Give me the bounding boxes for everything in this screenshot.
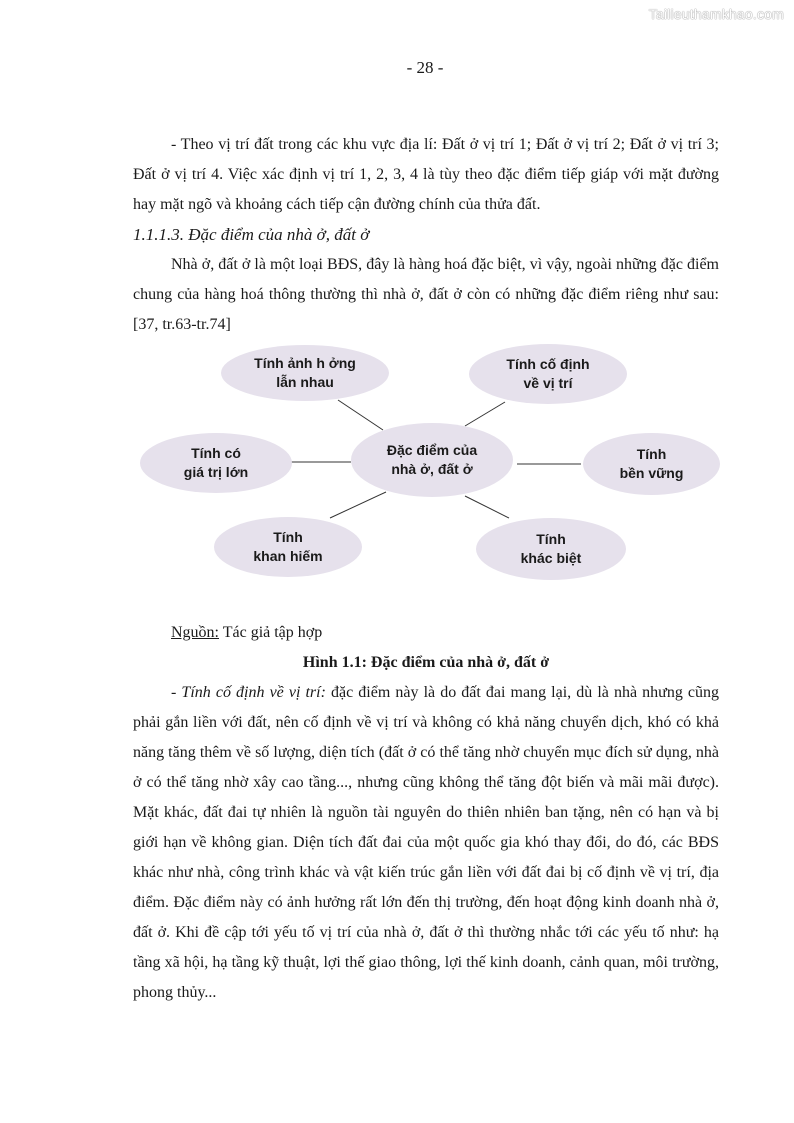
document-body <box>133 130 719 1008</box>
characteristics-diagram <box>133 344 719 612</box>
section-heading: 1.1.1.3. Đặc điểm của nhà ở, đất ở <box>133 225 370 244</box>
connector-line-bottom-right <box>465 496 509 518</box>
watermark: Tailieuthamkhao.com <box>648 6 784 22</box>
node-scarcity: Tính khan hiếm <box>214 517 362 577</box>
connector-line-top-left <box>338 400 383 430</box>
node-fixed-location: Tính cố định về vị trí <box>469 344 627 404</box>
connector-line-bottom-left <box>330 492 386 518</box>
node-high-value: Tính có giá trị lớn <box>140 433 292 493</box>
source-label: Nguồn: <box>171 624 219 641</box>
node-center: Đặc điểm của nhà ở, đất ở <box>351 423 513 497</box>
node-durable: Tính bền vững <box>583 433 720 495</box>
figure-source <box>133 618 719 648</box>
source-text: Tác giả tập hợp <box>219 624 323 641</box>
paragraph-location: - Theo vị trí đất trong các khu vực địa lí: Đất ở vị trí 1; Đất ở vị trí 2; Đất ở vị trí 3; Đất ở vị trí 4. Việc xác định vị trí 1, 2, 3, 4 là tùy theo đặc điểm tiếp giáp với mặt đường hay mặt ngõ và khoảng cách tiếp cận đường chính của thửa đất. <box>133 136 719 213</box>
para3-prefix: - <box>171 684 182 701</box>
paragraph-fixed-location <box>133 678 719 1008</box>
node-distinct: Tính khác biệt <box>476 518 626 580</box>
connector-line-top-right <box>465 402 505 426</box>
figure-caption: Hình 1.1: Đặc điểm của nhà ở, đất ở <box>302 654 550 671</box>
paragraph-intro: Nhà ở, đất ở là một loại BĐS, đây là hàng hoá đặc biệt, vì vậy, ngoài những đặc điểm chung của hàng hoá thông thường thì nhà ở, đất ở còn có những đặc điểm riêng như sau: [37, tr.63-tr.74] <box>133 256 719 333</box>
para3-body: đặc điểm này là do đất đai mang lại, dù là nhà nhưng cũng phải gắn liền với đất, nên cố định về vị trí và không có khả năng chuyển dịch, khó có khả năng tăng thêm về số lượng, diện tích (đất ở có thể tăng nhờ chuyển mục đích sử dụng, nhà ở có thể tăng nhờ xây cao tầng..., nhưng cũng không thể tăng đột biến và mãi mãi được). Mặt khác, đất đai tự nhiên là nguồn tài nguyên do thiên nhiên ban tặng, nên có hạn và bị giới hạn về không gian. Diện tích đất đai của một quốc gia khó thay đổi, do đó, các BĐS khác như nhà, công trình khác và vật kiến trúc gắn liền với đất đai bị cố định về vị trí, địa điểm. Đặc điểm này có ảnh hưởng rất lớn đến thị trường, đến hoạt động kinh doanh nhà ở, đất ở. Khi đề cập tới yếu tố vị trí của nhà ở, đất ở thì thường nhắc tới các yếu tố như: hạ tầng xã hội, hạ tầng kỹ thuật, lợi thế giao thông, lợi thế kinh doanh, cảnh quan, môi trường, phong thủy... <box>133 684 720 1001</box>
page-number: - 28 - <box>406 58 444 77</box>
para3-term: Tính cố định về vị trí: <box>181 684 326 701</box>
node-interaction: Tính ảnh h ởng lẫn nhau <box>221 345 389 401</box>
